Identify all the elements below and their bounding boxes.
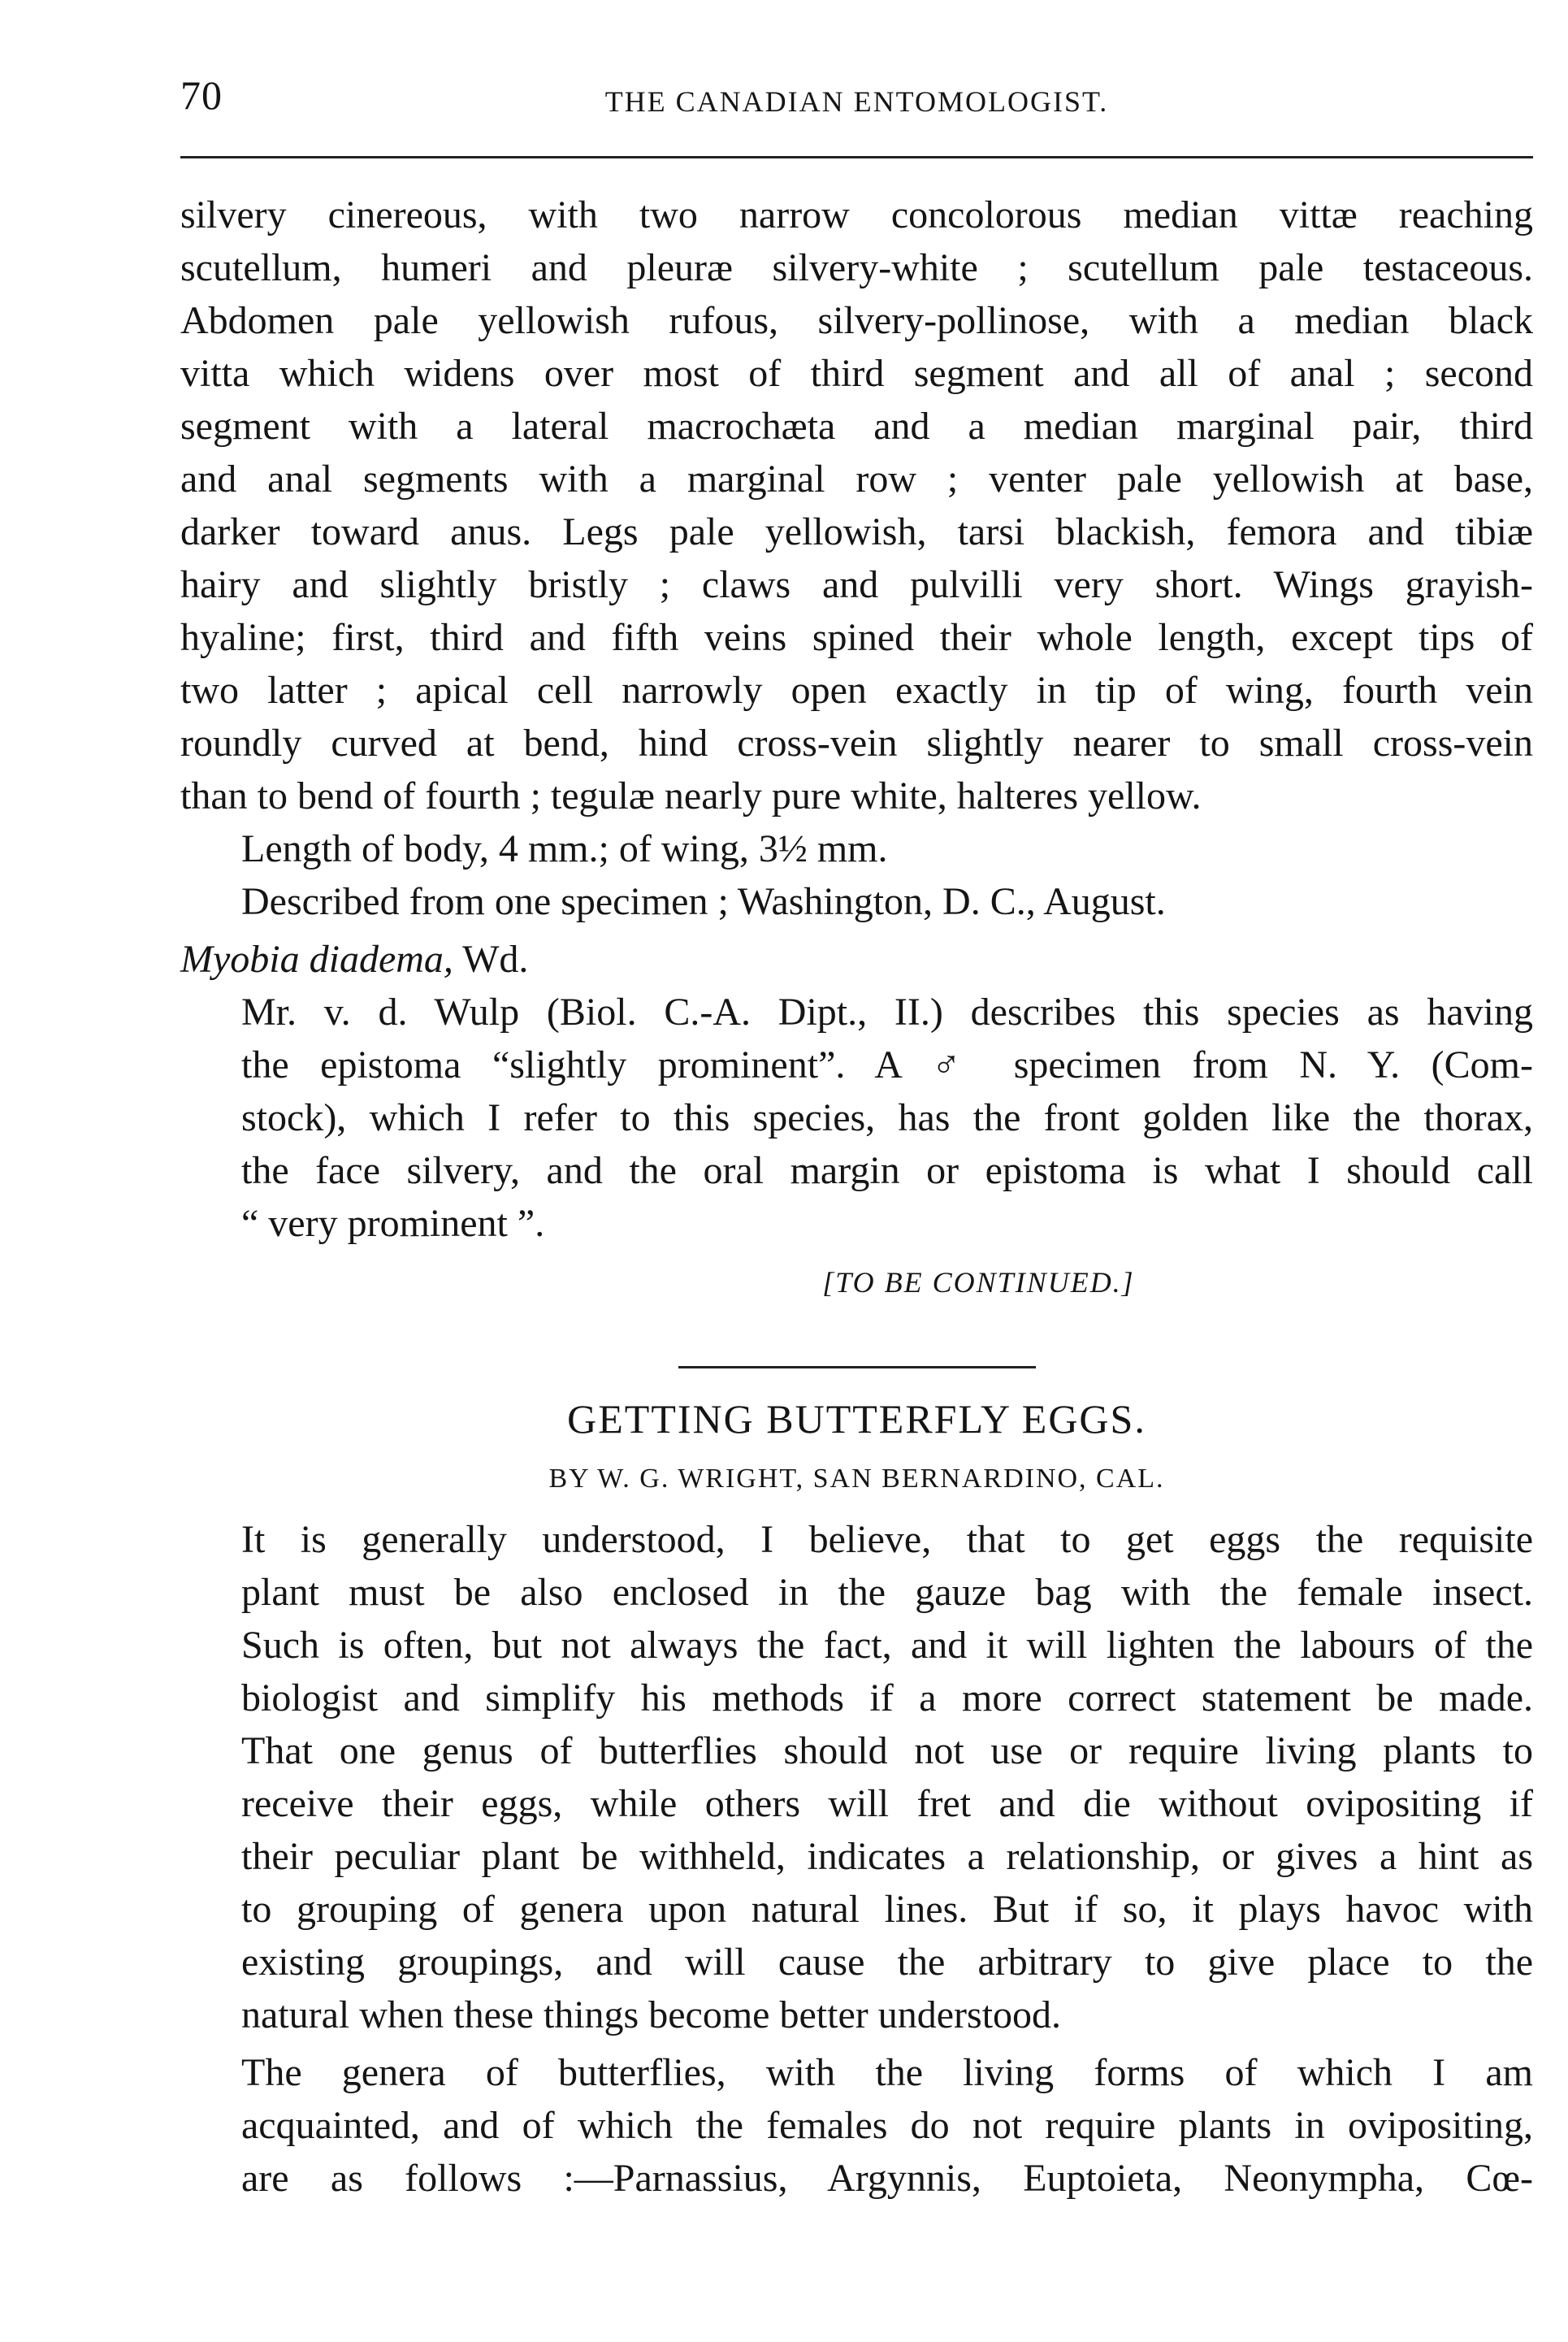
- to-be-continued: [TO BE CONTINUED.]: [822, 1266, 1135, 1299]
- text-line: roundly curved at bend, hind cross-vein slightly nearer to small cross-vein: [180, 722, 1533, 765]
- text-line: the epistoma “slightly prominent”. A ♂ specimen from N. Y. (Com-: [241, 1043, 1533, 1086]
- text-line: silvery cinereous, with two narrow concolorous median vittæ reaching: [180, 193, 1533, 236]
- text-line: acquainted, and of which the females do not require plants in ovipositing,: [241, 2104, 1533, 2147]
- text-line: receive their eggs, while others will fret and die without ovipositing if: [241, 1782, 1533, 1825]
- page-number: 70: [180, 72, 223, 118]
- continuation-paragraph: [180, 189, 1533, 822]
- text-line: scutellum, humeri and pleuræ silvery-white ; scutellum pale testaceous.: [180, 246, 1533, 289]
- text-line: segment with a lateral macrochæta and a median marginal pair, third: [180, 405, 1533, 448]
- text-line: darker toward anus. Legs pale yellowish, tarsi blackish, femora and tibiæ: [180, 510, 1533, 553]
- species-name: Myobia diadema,: [180, 938, 453, 981]
- text-line: hyaline; first, third and fifth veins spined their whole length, except tips of: [180, 616, 1533, 659]
- page-body: [180, 189, 1533, 2205]
- species-author: Wd.: [453, 938, 529, 981]
- text-line: than to bend of fourth ; tegulæ nearly pure white, halteres yellow.: [180, 774, 1202, 818]
- text-line: hairy and slightly bristly ; claws and pulvilli very short. Wings grayish-: [180, 563, 1533, 606]
- text-line: vitta which widens over most of third segment and all of anal ; second: [180, 352, 1533, 395]
- text-line: The genera of butterflies, with the living forms of which I am: [241, 2051, 1533, 2094]
- length-line: Length of body, 4 mm.; of wing, 3½ mm.: [241, 827, 888, 870]
- text-line: It is generally understood, I believe, that to get eggs the requisite: [241, 1518, 1533, 1561]
- article-title: GETTING BUTTERFLY EGGS.: [567, 1396, 1146, 1442]
- article-paragraph-2: [180, 2046, 1533, 2205]
- article-paragraph-1: [180, 1513, 1533, 2041]
- text-line: natural when these things become better understood.: [241, 1993, 1062, 2036]
- described-line: Described from one specimen ; Washington, D. C., August.: [241, 880, 1166, 923]
- running-head: THE CANADIAN ENTOMOLOGIST.: [604, 85, 1109, 118]
- text-line: Abdomen pale yellowish rufous, silvery-pollinose, with a median black: [180, 299, 1533, 342]
- text-line: the face silvery, and the oral margin or epistoma is what I should call: [241, 1149, 1533, 1192]
- text-line: and anal segments with a marginal row ; venter pale yellowish at base,: [180, 458, 1533, 501]
- text-line: to grouping of genera upon natural lines. But if so, it plays havoc with: [241, 1888, 1533, 1931]
- text-line: Such is often, but not always the fact, and it will lighten the labours of the: [241, 1624, 1533, 1667]
- text-line: stock), which I refer to this species, has the front golden like the thorax,: [241, 1096, 1533, 1139]
- article-byline: BY W. G. WRIGHT, SAN BERNARDINO, CAL.: [548, 1464, 1165, 1494]
- text-line: Mr. v. d. Wulp (Biol. C.-A. Dipt., II.) describes this species as having: [241, 991, 1533, 1034]
- text-line: That one genus of butterflies should not use or require living plants to: [241, 1729, 1533, 1772]
- page-header: [180, 72, 1533, 130]
- species-heading: [180, 933, 1533, 986]
- text-line: their peculiar plant be withheld, indicates a relationship, or gives a hint as: [241, 1835, 1533, 1878]
- text-line: biologist and simplify his methods if a more correct statement be made.: [241, 1676, 1533, 1720]
- header-rule: [180, 156, 1533, 158]
- text-line: “ very prominent ”.: [241, 1202, 545, 1245]
- text-line: existing groupings, and will cause the arbitrary to give place to the: [241, 1941, 1533, 1984]
- text-line: two latter ; apical cell narrowly open exactly in tip of wing, fourth vein: [180, 669, 1533, 712]
- text-line: plant must be also enclosed in the gauze bag with the female insect.: [241, 1571, 1533, 1614]
- section-divider: [678, 1366, 1036, 1368]
- species-paragraph: [180, 986, 1533, 1250]
- text-line: are as follows :—Parnassius, Argynnis, Euptoieta, Neonympha, Cœ-: [241, 2157, 1533, 2200]
